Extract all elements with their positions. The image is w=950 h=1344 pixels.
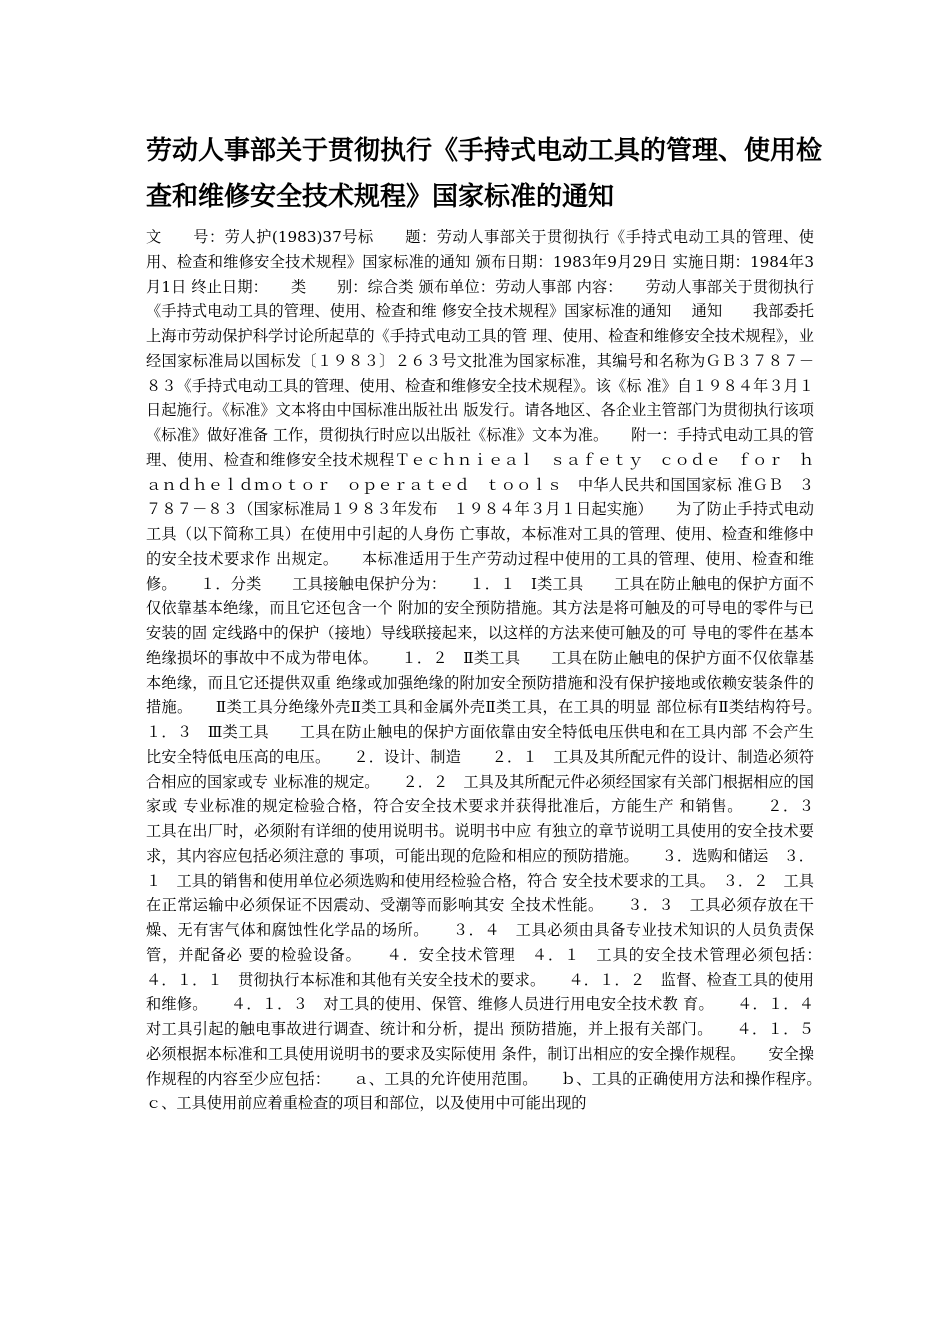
document-body: 文 号：劳人护(1983)37号标 题：劳动人事部关于贯彻执行《手持式电动工具的管理、使用、检查和维修安全技术规程》国家标准的通知 颁布日期：1983年9月29日 实施日期：1984年3月1日 终止日期： 类 别：综合类 颁布单位：劳动人事部 内容： 劳动人事部关于贯彻执行《手持式电动工具的管理、使用、检查和维 修安全技术规程》国家标准的通知 通知 我部委托上海市劳动保护科学讨论所起草的《手持式电动工具的管 理、使用、检查和维修安全技术规程》，业经国家标准局以国标发〔１９８３〕２６３号文批准为国家标准，其编号和名称为ＧＢ３７８７－８３《手持式电动工具的管理、使用、检查和维修安全技术规程》。该《标 准》自１９８４年３月１日起施行。《标准》文本将由中国标准出版社出 版发行。请各地区、各企业主管部门为贯彻执行该项《标准》做好准备 工作，贯彻执行时应以出版社《标准》文本为准。 附一：手持式电动工具的管理、使用、检查和维修安全技术规程Ｔｅｃｈｎｉｅａｌ ｓａｆｅｔｙ ｃｏｄｅ ｆｏｒ ｈａｎｄｈｅｌｄｍｏｔｏｒ ｏｐｅｒａｔｅｄ ｔｏｏｌｓ 中华人民共和国国家标 准ＧＢ ３７８７－８３（国家标准局１９８３年发布 １９８４年３月１日起实施） 为了防止手持式电动工具（以下简称工具）在使用中引起的人身伤 亡事故，本标准对工具的管理、使用、检查和维修中的安全技术要求作 出规定。 本标准适用于生产劳动过程中使用的工具的管理、使用、检查和维 修。 １．分类 工具接触电保护分为： １．１ Ⅰ类工具 工具在防止触电的保护方面不仅依靠基本绝缘，而且它还包含一个 附加的安全预防措施。其方法是将可触及的可导电的零件与已安装的固 定线路中的保护（接地）导线联接起来，以这样的方法来使可触及的可 导电的零件在基本绝缘损坏的事故中不成为带电体。 １．２ Ⅱ类工具 工具在防止触电的保护方面不仅依靠基本绝缘，而且它还提供双重 绝缘或加强绝缘的附加安全预防措施和没有保护接地或依赖安装条件的 措施。 Ⅱ类工具分绝缘外壳Ⅱ类工具和金属外壳Ⅱ类工具，在工具的明显 部位标有Ⅱ类结构符号。 １．３ Ⅲ类工具 工具在防止触电的保护方面依靠由安全特低电压供电和在工具内部 不会产生比安全特低电压高的电压。 ２．设计、制造 ２．１ 工具及其所配元件的设计、制造必须符合相应的国家或专 业标准的规定。 ２．２ 工具及其所配元件必须经国家有关部门根据相应的国家或 专业标准的规定检验合格，符合安全技术要求并获得批准后，方能生产 和销售。 ２．３ 工具在出厂时，必须附有详细的使用说明书。说明书中应 有独立的章节说明工具使用的安全技术要求，其内容应包括必须注意的 事项，可能出现的危险和相应的预防措施。 ３．选购和储运 ３．１ 工具的销售和使用单位必须选购和使用经检验合格，符合 安全技术要求的工具。 ３．２ 工具在正常运输中必须保证不因震动、受潮等而影响其安 全技术性能。 ３．３ 工具必须存放在干燥、无有害气体和腐蚀性化学品的场所。 ３．４ 工具必须由具备专业技术知识的人员负责保管，并配备必 要的检验设备。 ４．安全技术管理 ４．１ 工具的安全技术管理必须包括： ４．１．１ 贯彻执行本标准和其他有关安全技术的要求。 ４．１．２ 监督、检查工具的使用和维修。 ４．１．３ 对工具的使用、保管、维修人员进行用电安全技术教 育。 ４．１．４ 对工具引起的触电事故进行调查、统计和分析，提出 预防措施，并上报有关部门。 ４．１．５ 必须根据本标准和工具使用说明书的要求及实际使用 条件，制订出相应的安全操作规程。 安全操作规程的内容至少应包括： ａ、工具的允许使用范围。 ｂ、工具的正确使用方法和操作程序。 ｃ、工具使用前应着重检查的项目和部位，以及使用中可能出现的 — [146, 228, 845, 1113]
document-title: 劳动人事部关于贯彻执行《手持式电动工具的管理、使用检查和维修安全技术规程》国家标准的通知 — [146, 136, 823, 212]
